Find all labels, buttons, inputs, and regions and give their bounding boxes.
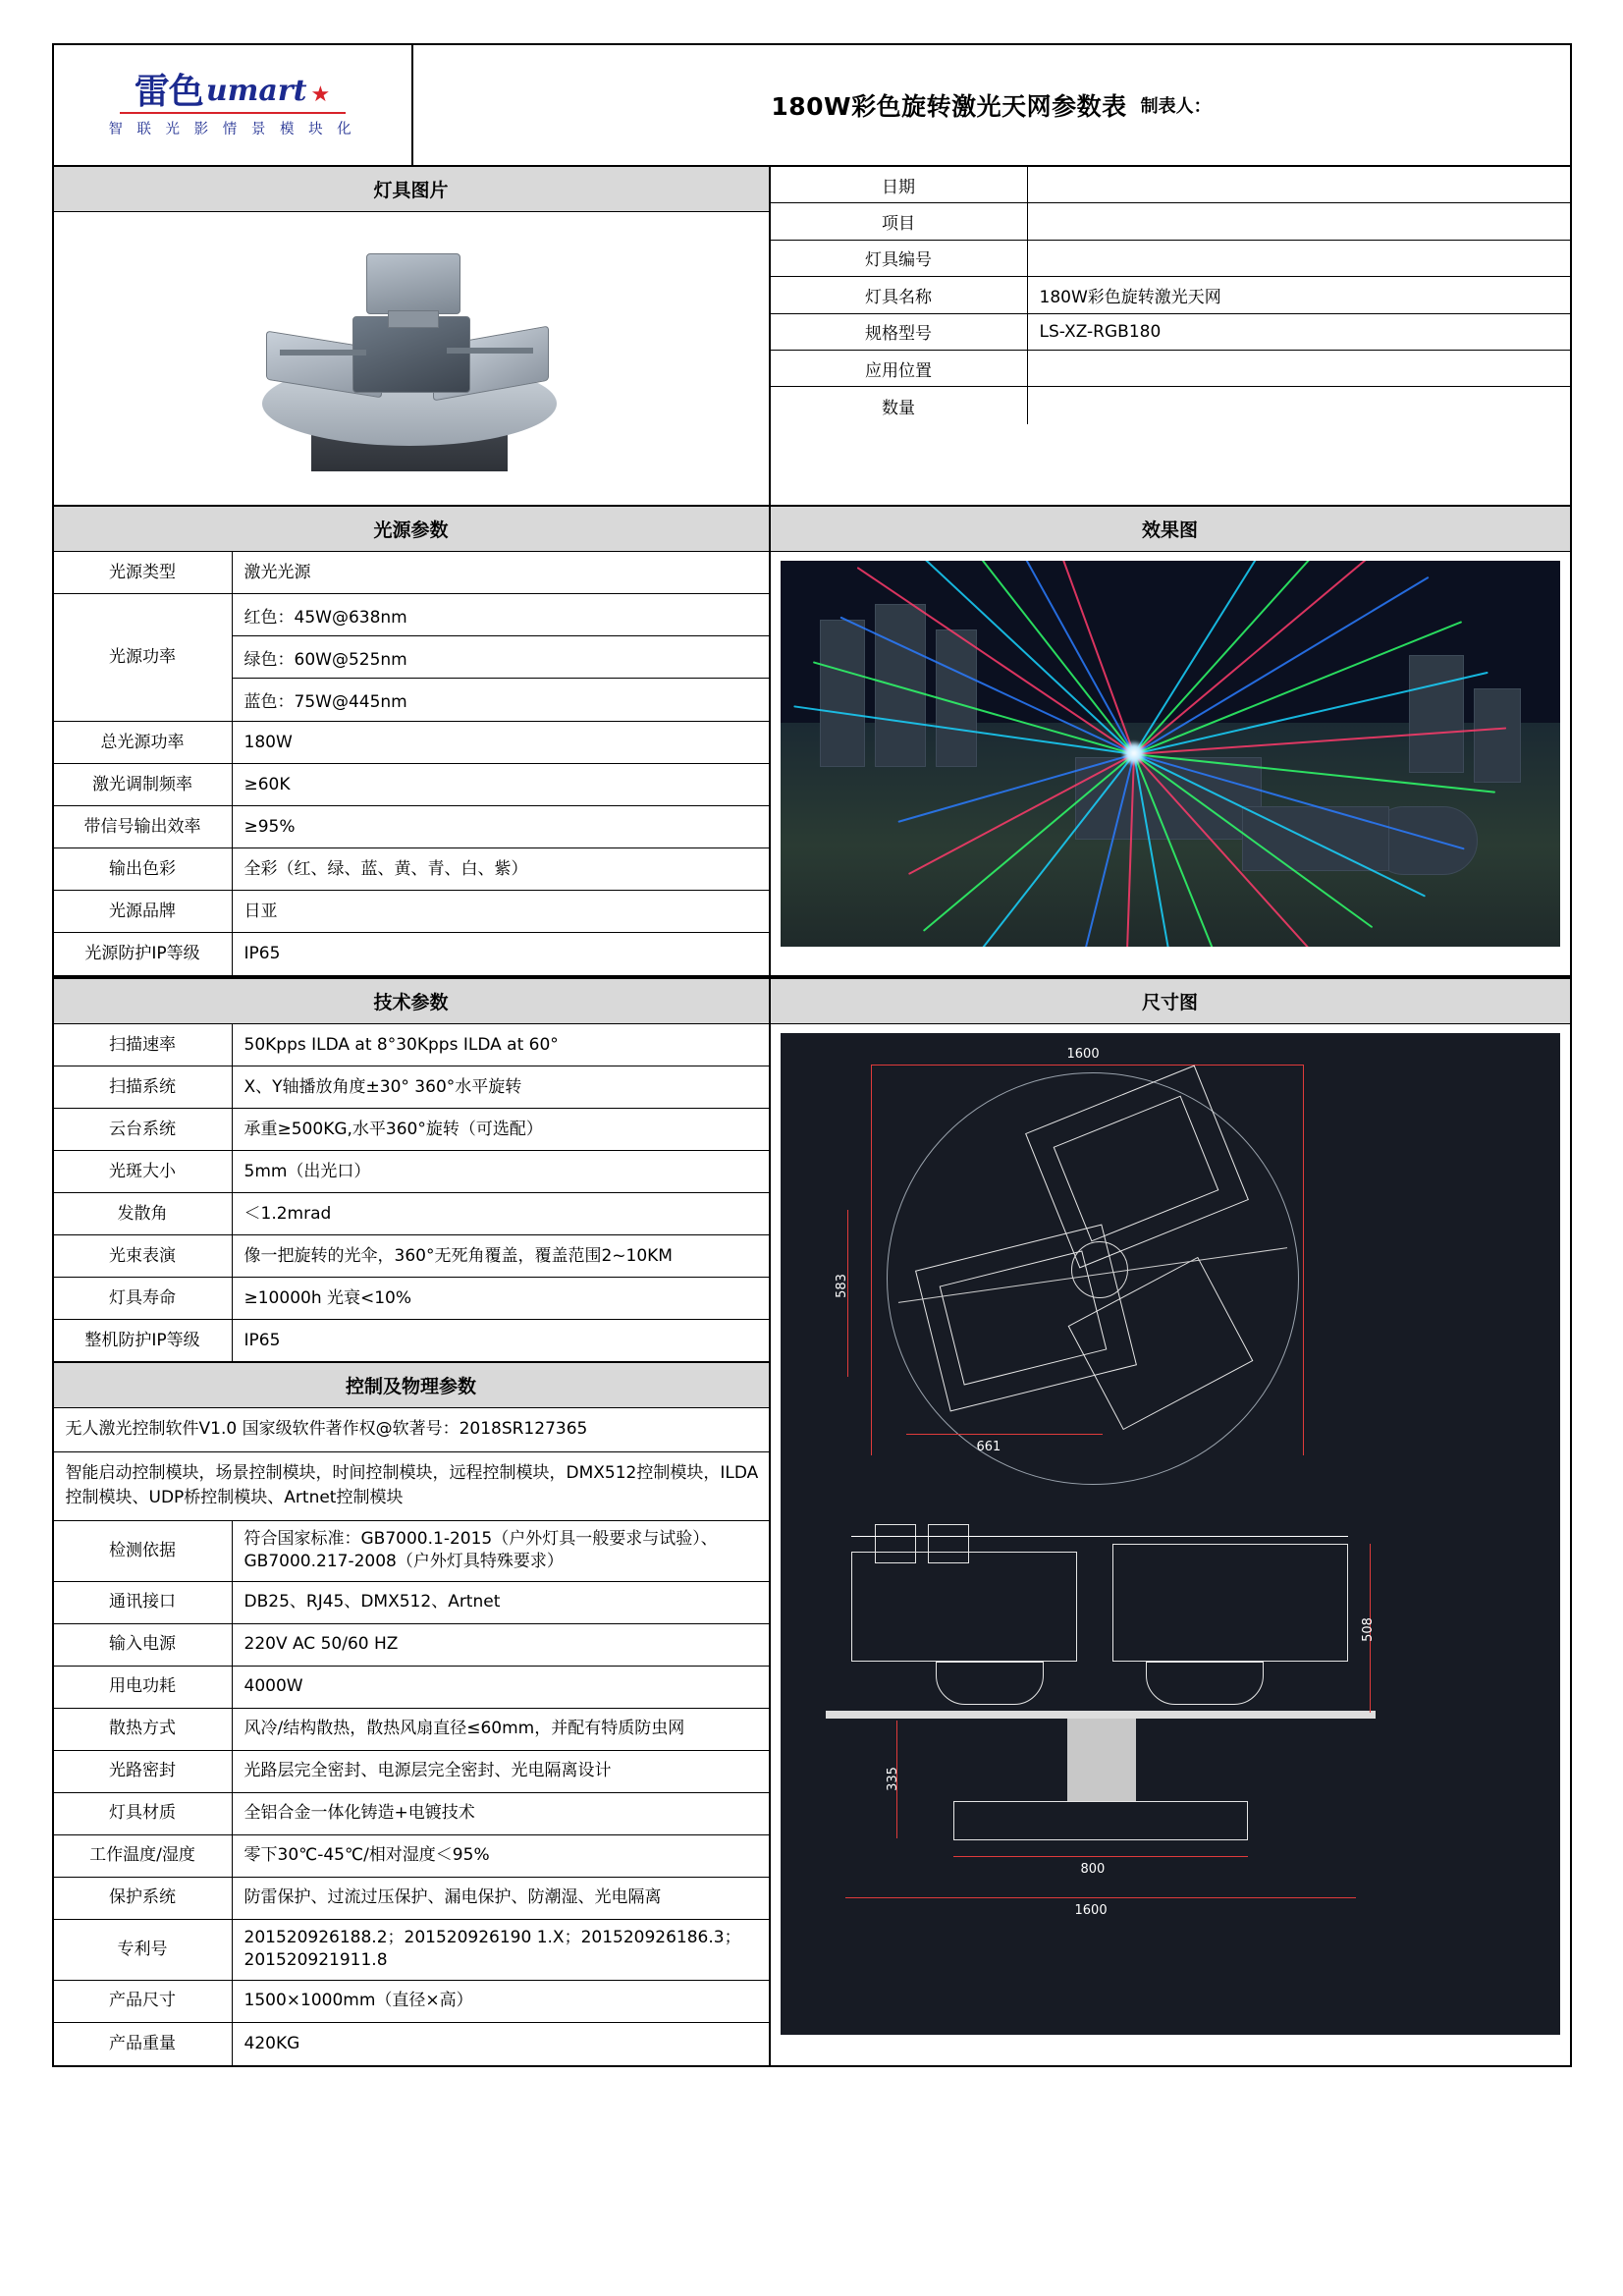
param-row <box>54 1709 769 1751</box>
building <box>820 620 865 767</box>
param-row <box>54 1193 769 1235</box>
title-block <box>413 45 1570 165</box>
info-value <box>1028 387 1570 423</box>
param-value: 220V AC 50/60 HZ <box>243 1634 399 1655</box>
section-header-dimension-image: 尺寸图 <box>771 979 1570 1024</box>
info-row <box>771 277 1570 313</box>
param-row <box>54 764 769 806</box>
param-value: 1500×1000mm（直径×高） <box>243 1991 473 2011</box>
param-label: 检测依据 <box>54 1521 233 1581</box>
mid-section <box>54 507 1570 977</box>
render-vent-left <box>280 350 366 355</box>
dim-label-base-width: 800 <box>1080 1862 1106 1877</box>
param-value: 420KG <box>243 2033 300 2053</box>
param-label: 发散角 <box>54 1193 233 1234</box>
info-label: 日期 <box>771 167 1028 202</box>
section-header-control-physical: 控制及物理参数 <box>54 1362 769 1408</box>
dimension-drawing <box>781 1033 1560 2035</box>
param-label: 扫描系统 <box>54 1066 233 1108</box>
param-row <box>54 1920 769 1981</box>
dim-label-top-width: 1600 <box>1066 1047 1100 1062</box>
dim-label-inner-width: 661 <box>976 1440 1001 1454</box>
param-label: 光束表演 <box>54 1235 233 1277</box>
section-header-tech-params: 技术参数 <box>54 979 769 1024</box>
param-label: 带信号输出效率 <box>54 806 233 847</box>
info-label: 应用位置 <box>771 351 1028 386</box>
tech-control-column <box>54 977 771 2065</box>
param-value: 符合国家标准：GB7000.1-2015（户外灯具一般要求与试验）、GB7000.217-2008（户外灯具特殊要求） <box>243 1529 718 1571</box>
param-row-power <box>54 594 769 722</box>
plan-hub <box>1071 1241 1128 1298</box>
page-title: 180W彩色旋转激光天网参数表 <box>771 92 1127 121</box>
param-row <box>54 1521 769 1582</box>
document-header <box>54 45 1570 167</box>
section-header-effect-image: 效果图 <box>771 507 1570 552</box>
param-value: 全彩（红、绿、蓝、黄、青、白、紫） <box>243 858 528 879</box>
param-label: 输出色彩 <box>54 848 233 890</box>
param-value: 风冷/结构散热，散热风扇直径≤60mm，并配有特质防虫网 <box>243 1719 685 1739</box>
info-value <box>1028 241 1570 276</box>
param-row <box>54 552 769 594</box>
param-row <box>54 1066 769 1109</box>
param-label: 光源类型 <box>54 552 233 593</box>
control-note: 智能启动控制模块，场景控制模块，时间控制模块，远程控制模块，DMX512控制模块，ILDA控制模块、UDP桥控制模块、Artnet控制模块 <box>54 1452 769 1521</box>
param-label: 专利号 <box>54 1920 233 1980</box>
render-vent-right <box>447 348 533 354</box>
param-value: 5mm（出光口） <box>243 1161 371 1181</box>
dim-line-inner <box>906 1434 1103 1435</box>
logo-divider <box>120 112 346 114</box>
param-row <box>54 1624 769 1667</box>
param-value: IP65 <box>243 1330 281 1350</box>
product-render <box>205 226 618 491</box>
maker-label: 制表人： <box>1140 96 1212 117</box>
effect-photo <box>781 561 1560 947</box>
effect-image-column <box>771 507 1570 975</box>
param-label: 工作温度/湿度 <box>54 1835 233 1877</box>
param-label: 产品重量 <box>54 2023 233 2065</box>
dim-line-top <box>871 1065 1303 1066</box>
param-label: 用电功耗 <box>54 1667 233 1708</box>
param-row <box>54 848 769 891</box>
param-row <box>54 1320 769 1362</box>
info-label: 规格型号 <box>771 314 1028 350</box>
info-value <box>1028 351 1570 386</box>
dim-tick-left <box>871 1065 872 1455</box>
bottom-section <box>54 977 1570 2065</box>
info-row <box>771 241 1570 277</box>
section-header-light-source: 光源参数 <box>54 507 769 552</box>
param-row <box>54 1151 769 1193</box>
param-label: 云台系统 <box>54 1109 233 1150</box>
front-window-a <box>875 1524 916 1563</box>
power-line: 红色：45W@638nm <box>233 594 769 636</box>
logo-english-text: umart <box>205 74 307 108</box>
param-value: 50Kpps ILDA at 8°30Kpps ILDA at 60° <box>243 1034 559 1055</box>
info-row <box>771 351 1570 387</box>
dim-label-bottom-width: 1600 <box>1074 1903 1108 1918</box>
param-label: 整机防护IP等级 <box>54 1320 233 1361</box>
param-label: 激光调制频率 <box>54 764 233 805</box>
param-row <box>54 891 769 933</box>
front-yoke-right <box>1146 1662 1264 1705</box>
front-body-left <box>851 1552 1077 1662</box>
base-block <box>953 1801 1248 1840</box>
spec-sheet <box>52 43 1572 2067</box>
param-value: 光路层完全密封、电源层完全密封、光电隔离设计 <box>243 1761 612 1781</box>
info-row <box>771 387 1570 423</box>
beam-origin-glow <box>1121 740 1147 766</box>
param-label: 通讯接口 <box>54 1582 233 1623</box>
dim-tick-right <box>1303 1065 1304 1455</box>
param-label: 灯具材质 <box>54 1793 233 1834</box>
param-row <box>54 1235 769 1278</box>
column <box>1067 1719 1136 1801</box>
info-value <box>1028 167 1570 202</box>
param-row <box>54 1109 769 1151</box>
dim-label-side-height: 508 <box>1360 1617 1376 1642</box>
param-value: 激光光源 <box>243 562 311 582</box>
info-row <box>771 167 1570 203</box>
param-row <box>54 806 769 848</box>
info-value: LS-XZ-RGB180 <box>1039 321 1162 342</box>
building <box>1474 688 1521 783</box>
info-row <box>771 203 1570 240</box>
info-value: 180W彩色旋转激光天网 <box>1039 287 1221 307</box>
param-label: 光斑大小 <box>54 1151 233 1192</box>
logo-chinese-text: 雷色 <box>134 71 203 112</box>
param-row <box>54 1582 769 1624</box>
product-photo <box>54 212 769 505</box>
param-value: ≥95% <box>243 816 296 837</box>
info-label: 项目 <box>771 203 1028 239</box>
front-window-b <box>928 1524 969 1563</box>
param-label: 保护系统 <box>54 1878 233 1919</box>
param-value: ≥10000h 光衰<10% <box>243 1287 412 1308</box>
section-header-product-image: 灯具图片 <box>54 167 769 212</box>
info-value <box>1028 203 1570 239</box>
info-label: 灯具编号 <box>771 241 1028 276</box>
product-image-column <box>54 167 771 505</box>
param-label: 产品尺寸 <box>54 1981 233 2022</box>
param-value: 防雷保护、过流过压保护、漏电保护、防潮湿、光电隔离 <box>243 1887 662 1908</box>
info-label: 数量 <box>771 387 1028 423</box>
info-table <box>771 167 1570 505</box>
power-line: 蓝色：75W@445nm <box>243 692 407 712</box>
param-label: 扫描速率 <box>54 1024 233 1066</box>
param-row <box>54 2023 769 2065</box>
param-value: IP65 <box>243 944 281 964</box>
front-base-plate <box>826 1711 1376 1719</box>
dim-label-left-height: 583 <box>834 1274 849 1298</box>
render-emitter-top <box>366 253 460 314</box>
company-logo <box>54 45 413 165</box>
power-line: 绿色：60W@525nm <box>233 636 769 679</box>
param-label: 灯具寿命 <box>54 1278 233 1319</box>
logo-slogan: 智 联 光 影 情 景 模 块 化 <box>108 122 356 137</box>
param-value: 全铝合金一体化铸造+电镀技术 <box>243 1803 475 1824</box>
param-row <box>54 1878 769 1920</box>
param-label: 输入电源 <box>54 1624 233 1666</box>
param-row <box>54 1835 769 1878</box>
param-value: 201520926188.2；201520926190 1.X；201520926186.3；201520921911.8 <box>243 1928 741 1970</box>
front-body-right <box>1112 1544 1348 1662</box>
dim-label-base-height: 335 <box>885 1767 900 1791</box>
dim-line-base-width <box>953 1856 1248 1857</box>
building <box>1409 655 1464 773</box>
logo-wordmark <box>134 71 331 112</box>
param-label: 光路密封 <box>54 1751 233 1792</box>
param-label: 光源功率 <box>54 594 233 721</box>
front-top-edge <box>851 1536 1348 1537</box>
param-label: 光源品牌 <box>54 891 233 932</box>
param-row <box>54 1667 769 1709</box>
param-value: X、Y轴播放角度±30° 360°水平旋转 <box>243 1076 522 1097</box>
param-row <box>54 1278 769 1320</box>
dimension-image-column <box>771 977 1570 2065</box>
param-row <box>54 1024 769 1066</box>
param-label: 总光源功率 <box>54 722 233 763</box>
param-value: 像一把旋转的光伞，360°无死角覆盖，覆盖范围2~10KM <box>243 1245 673 1266</box>
param-value: 180W <box>243 732 293 752</box>
render-emitter-mount <box>388 310 439 328</box>
param-value: 4000W <box>243 1676 303 1697</box>
param-value: 日亚 <box>243 901 278 921</box>
power-lines <box>233 594 769 721</box>
param-value: ＜1.2mrad <box>243 1203 332 1224</box>
param-row <box>54 722 769 764</box>
top-section <box>54 167 1570 507</box>
front-yoke-left <box>936 1662 1044 1705</box>
param-row <box>54 1793 769 1835</box>
star-icon: ★ <box>310 82 331 107</box>
control-note: 无人激光控制软件V1.0 国家级软件著作权@软著号：2018SR127365 <box>54 1408 769 1452</box>
param-value: 承重≥500KG,水平360°旋转（可选配） <box>243 1119 543 1139</box>
param-value: 零下30℃-45℃/相对湿度＜95% <box>243 1845 490 1866</box>
param-value: DB25、RJ45、DMX512、Artnet <box>243 1592 501 1613</box>
dim-line-bottom-width <box>845 1897 1356 1898</box>
param-label: 光源防护IP等级 <box>54 933 233 975</box>
light-source-column <box>54 507 771 975</box>
info-row <box>771 314 1570 351</box>
info-label: 灯具名称 <box>771 277 1028 312</box>
param-label: 散热方式 <box>54 1709 233 1750</box>
param-row <box>54 933 769 975</box>
param-value: ≥60K <box>243 774 291 794</box>
param-row <box>54 1981 769 2023</box>
param-row <box>54 1751 769 1793</box>
